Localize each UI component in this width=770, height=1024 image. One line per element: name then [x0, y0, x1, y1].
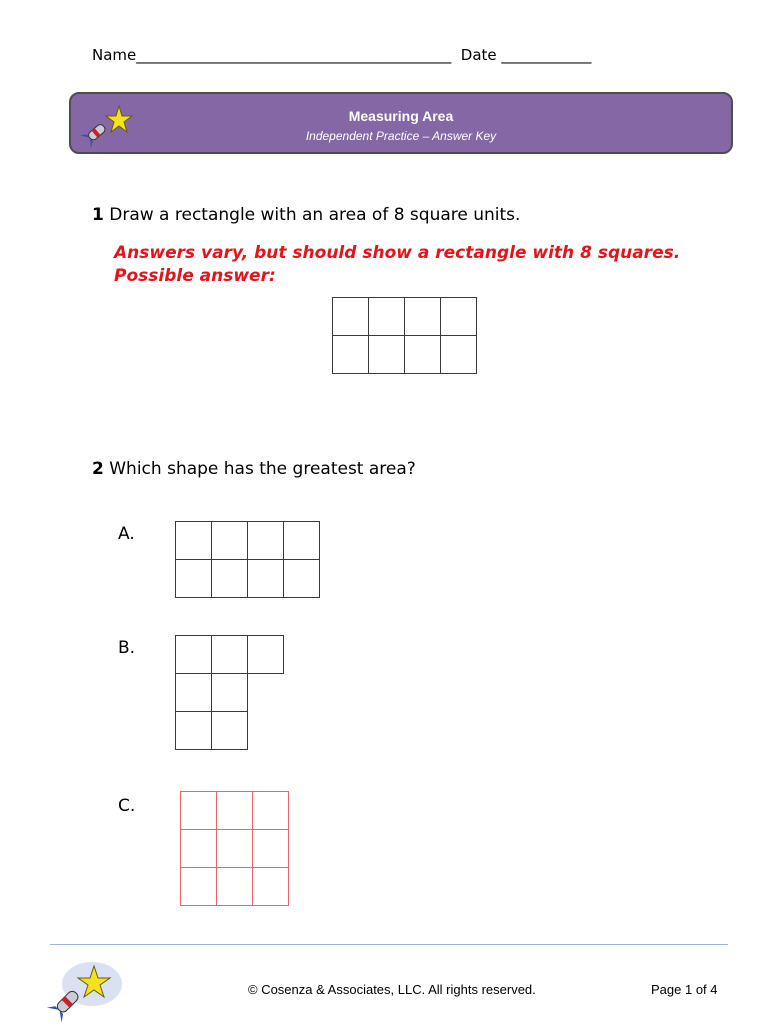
question-text: Which shape has the greatest area?	[109, 459, 416, 479]
answer-line-2: Possible answer:	[114, 266, 276, 286]
option-c-shape	[180, 791, 289, 906]
answer-text	[114, 242, 680, 288]
name-date-line: Name__________________________________________ Date ____________	[92, 46, 592, 64]
option-b-shape	[175, 635, 284, 750]
question-number: 2	[92, 459, 104, 479]
page-number: Page 1 of 4	[651, 982, 718, 997]
worksheet-subtitle: Independent Practice – Answer Key	[305, 129, 497, 143]
answer-rectangle-grid	[332, 297, 477, 374]
title-banner	[69, 92, 733, 154]
footer-divider	[50, 944, 728, 945]
option-b-label: B.	[118, 638, 136, 658]
question-number: 1	[92, 205, 104, 225]
copyright-text: © Cosenza & Associates, LLC. All rights reserved.	[248, 982, 536, 997]
question-text: Draw a rectangle with an area of 8 square units.	[109, 205, 521, 225]
option-a-shape	[175, 521, 320, 598]
rocket-star-icon	[46, 956, 126, 1022]
question-1	[92, 205, 520, 225]
answer-line-1: Answers vary, but should show a rectangle with 8 squares.	[114, 243, 681, 263]
worksheet-title: Measuring Area	[348, 108, 454, 124]
option-a-label: A.	[118, 524, 135, 544]
question-2	[92, 459, 416, 479]
option-c-label: C.	[118, 796, 136, 816]
